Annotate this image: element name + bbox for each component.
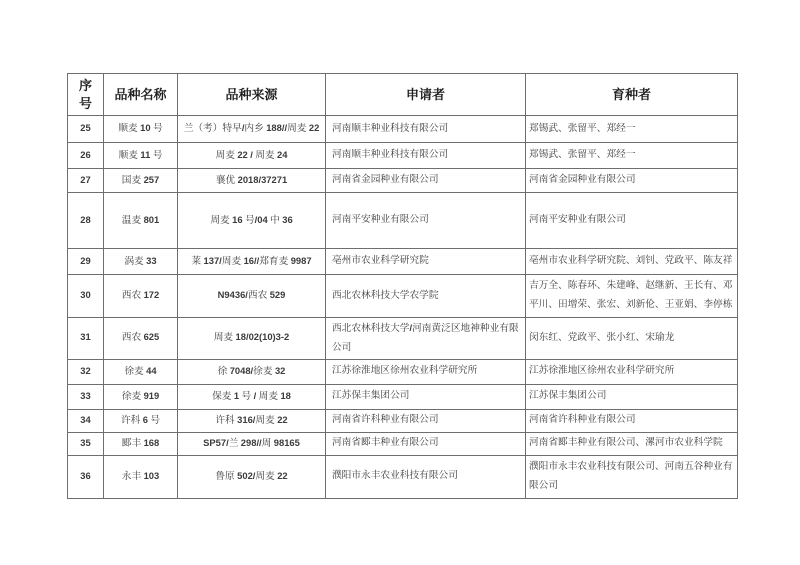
- cell-breeder: 河南省许科种业有限公司: [526, 409, 738, 432]
- cell-no: 34: [68, 409, 104, 432]
- table-row: [68, 359, 738, 384]
- cell-breeder: 江苏徐淮地区徐州农业科学研究所: [526, 359, 738, 384]
- table-row: [68, 143, 738, 169]
- cell-source: 保麦 1 号 / 周麦 18: [178, 384, 326, 409]
- cell-name: 国麦 257: [104, 169, 178, 193]
- cell-name: 顺麦 10 号: [104, 116, 178, 143]
- cell-name: 徐麦 919: [104, 384, 178, 409]
- cell-breeder: 亳州市农业科学研究院、刘钊、党政平、陈友祥: [526, 249, 738, 275]
- cell-breeder: 河南省金园种业有限公司: [526, 169, 738, 193]
- cell-applicant: 河南省许科种业有限公司: [326, 409, 526, 432]
- cell-source: 鲁原 502/周麦 22: [178, 455, 326, 498]
- cell-source: 兰（考）特早/内乡 188//周麦 22: [178, 116, 326, 143]
- cell-source: 周麦 16 号/04 中 36: [178, 193, 326, 249]
- cell-no: 31: [68, 318, 104, 360]
- cell-source: 周麦 22 / 周麦 24: [178, 143, 326, 169]
- table-row: [68, 193, 738, 249]
- cell-name: 许科 6 号: [104, 409, 178, 432]
- cell-name: 西农 172: [104, 275, 178, 318]
- variety-table: [67, 73, 738, 499]
- table-row: [68, 432, 738, 455]
- cell-name: 徐麦 44: [104, 359, 178, 384]
- cell-applicant: 河南顺丰种业科技有限公司: [326, 143, 526, 169]
- cell-applicant: 河南省金园种业有限公司: [326, 169, 526, 193]
- cell-no: 25: [68, 116, 104, 143]
- header-breeder: 育种者: [526, 74, 738, 116]
- table-row: [68, 455, 738, 498]
- table-row: [68, 275, 738, 318]
- cell-source: 许科 316/周麦 22: [178, 409, 326, 432]
- cell-no: 27: [68, 169, 104, 193]
- cell-no: 33: [68, 384, 104, 409]
- cell-applicant: 濮阳市永丰农业科技有限公司: [326, 455, 526, 498]
- cell-breeder: 闵东红、党政平、张小红、宋瑜龙: [526, 318, 738, 360]
- cell-no: 36: [68, 455, 104, 498]
- cell-breeder: 郑锡武、张留平、郑经一: [526, 116, 738, 143]
- cell-name: 顺麦 11 号: [104, 143, 178, 169]
- table-header-row: [68, 74, 738, 116]
- table-row: [68, 116, 738, 143]
- cell-name: 郾丰 168: [104, 432, 178, 455]
- cell-applicant: 江苏徐淮地区徐州农业科学研究所: [326, 359, 526, 384]
- cell-applicant: 河南平安种业有限公司: [326, 193, 526, 249]
- cell-no: 28: [68, 193, 104, 249]
- cell-breeder: 江苏保丰集团公司: [526, 384, 738, 409]
- cell-breeder: 河南省郾丰种业有限公司、漯河市农业科学院: [526, 432, 738, 455]
- cell-source: 襄优 2018/37271: [178, 169, 326, 193]
- cell-breeder: 郑锡武、张留平、郑经一: [526, 143, 738, 169]
- cell-breeder: 河南平安种业有限公司: [526, 193, 738, 249]
- header-applicant: 申请者: [326, 74, 526, 116]
- cell-name: 西农 625: [104, 318, 178, 360]
- cell-no: 35: [68, 432, 104, 455]
- header-name: 品种名称: [104, 74, 178, 116]
- table-row: [68, 249, 738, 275]
- table-body: [68, 116, 738, 499]
- cell-no: 32: [68, 359, 104, 384]
- cell-source: N9436/西农 529: [178, 275, 326, 318]
- cell-source: 莱 137/周麦 16//郑育麦 9987: [178, 249, 326, 275]
- cell-applicant: 西北农林科技大学农学院: [326, 275, 526, 318]
- cell-no: 29: [68, 249, 104, 275]
- cell-source: 徐 7048/徐麦 32: [178, 359, 326, 384]
- header-source: 品种来源: [178, 74, 326, 116]
- table-row: [68, 409, 738, 432]
- table-row: [68, 318, 738, 360]
- cell-breeder: 吉万全、陈春环、朱建峰、赵继新、王长有、邓平川、田增荣、张宏、刘新伦、王亚娟、李停栋: [526, 275, 738, 318]
- cell-source: SP57/兰 298//周 98165: [178, 432, 326, 455]
- cell-name: 永丰 103: [104, 455, 178, 498]
- cell-applicant: 亳州市农业科学研究院: [326, 249, 526, 275]
- header-no: 序号: [68, 74, 104, 116]
- cell-no: 26: [68, 143, 104, 169]
- cell-no: 30: [68, 275, 104, 318]
- table-row: [68, 384, 738, 409]
- cell-breeder: 濮阳市永丰农业科技有限公司、河南五谷种业有限公司: [526, 455, 738, 498]
- cell-applicant: 西北农林科技大学/河南黄泛区地神种业有限公司: [326, 318, 526, 360]
- cell-name: 涡麦 33: [104, 249, 178, 275]
- cell-source: 周麦 18/02(10)3-2: [178, 318, 326, 360]
- cell-applicant: 江苏保丰集团公司: [326, 384, 526, 409]
- table-row: [68, 169, 738, 193]
- cell-applicant: 河南顺丰种业科技有限公司: [326, 116, 526, 143]
- cell-applicant: 河南省郾丰种业有限公司: [326, 432, 526, 455]
- cell-name: 温麦 801: [104, 193, 178, 249]
